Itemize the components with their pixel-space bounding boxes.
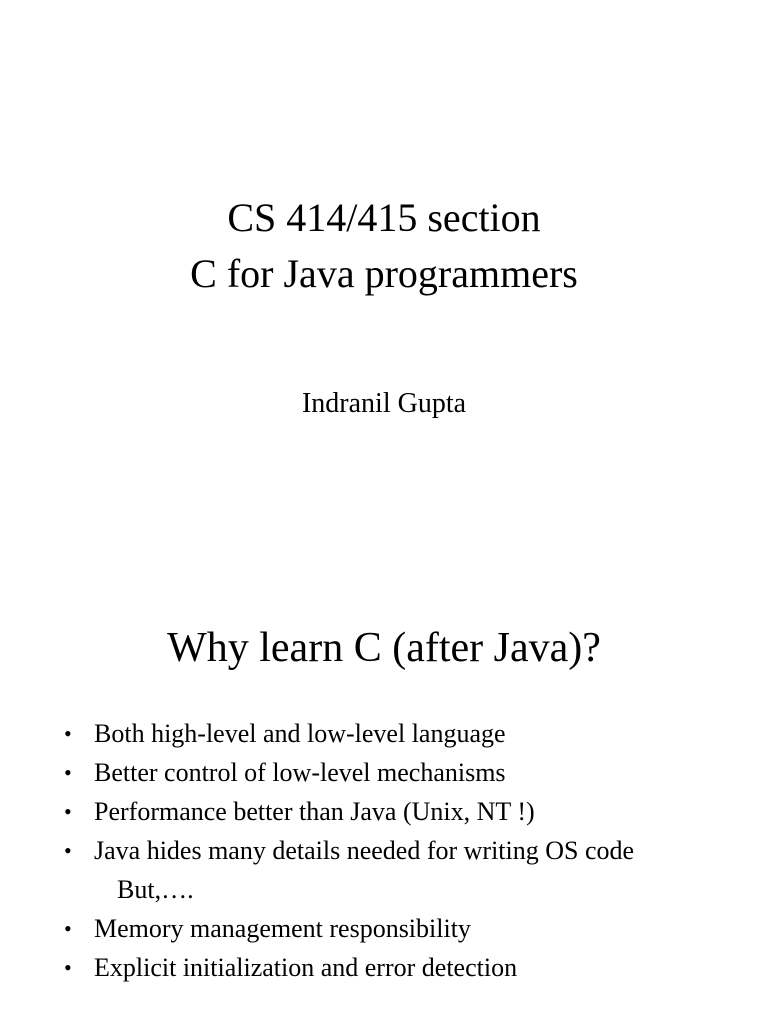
bullet-text: Better control of low-level mechanisms bbox=[94, 758, 506, 787]
title-line-1: CS 414/415 section bbox=[227, 195, 541, 240]
slide-heading: Why learn C (after Java)? bbox=[167, 625, 601, 671]
slide-why-learn-c bbox=[0, 512, 768, 1024]
bullet-text: Memory management responsibility bbox=[94, 914, 471, 943]
list-item bbox=[64, 757, 704, 788]
bullet-icon: • bbox=[64, 916, 72, 941]
list-item bbox=[64, 796, 704, 827]
list-item bbox=[64, 835, 704, 866]
slide-title-heading bbox=[0, 190, 768, 302]
aside-text: But,…. bbox=[117, 875, 194, 904]
list-item bbox=[64, 718, 704, 749]
bullet-text: Java hides many details needed for writing OS code bbox=[94, 836, 635, 865]
bullet-icon: • bbox=[64, 760, 72, 785]
list-item bbox=[64, 952, 704, 983]
bullet-list bbox=[64, 718, 704, 991]
bullet-icon: • bbox=[64, 721, 72, 746]
bullet-icon: • bbox=[64, 838, 72, 863]
bullet-icon: • bbox=[64, 955, 72, 980]
bullet-text: Explicit initialization and error detection bbox=[94, 953, 518, 982]
list-item bbox=[64, 913, 704, 944]
bullet-icon: • bbox=[64, 799, 72, 824]
title-line-2: C for Java programmers bbox=[190, 251, 578, 296]
bullet-text: Performance better than Java (Unix, NT !) bbox=[94, 797, 535, 826]
author-name: Indranil Gupta bbox=[301, 388, 467, 419]
bullet-text: Both high-level and low-level language bbox=[94, 719, 506, 748]
